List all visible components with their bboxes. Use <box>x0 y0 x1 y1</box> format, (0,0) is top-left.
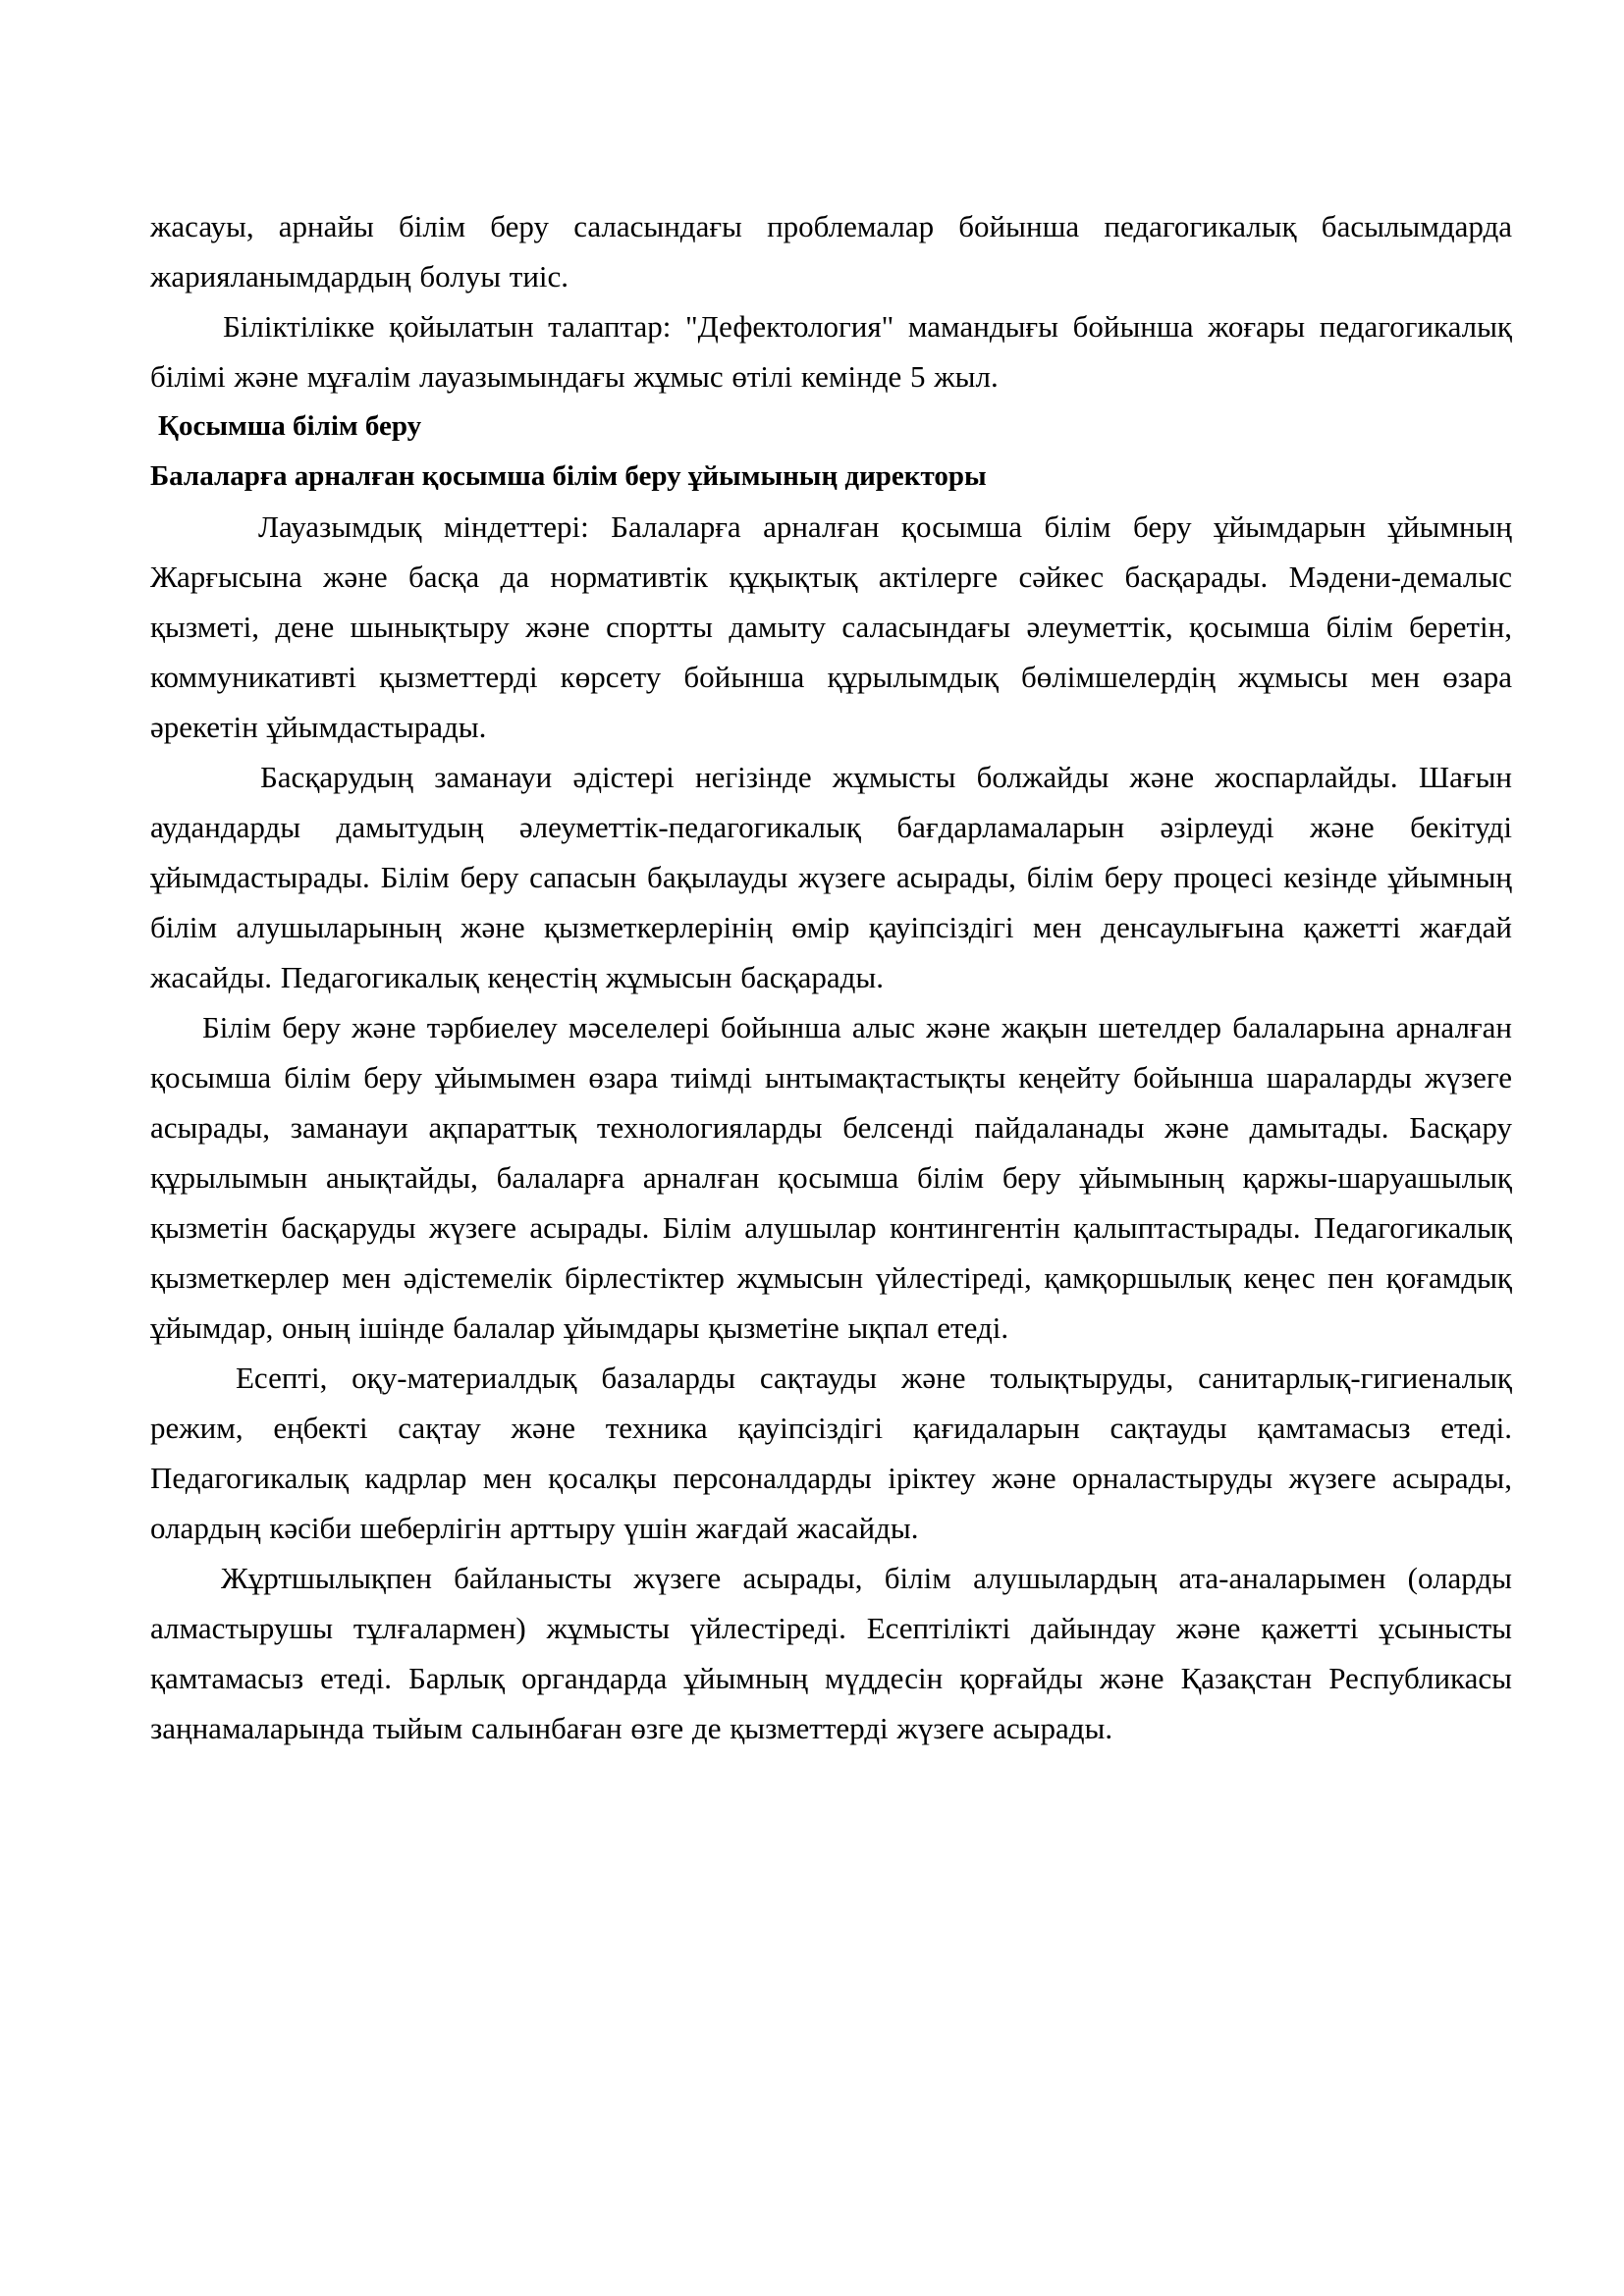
section-heading: Қосымша білім беру <box>158 410 422 442</box>
paragraph: Жұртшылықпен байланысты жүзеге асырады, білім алушылардың ата-аналарымен (оларды алмастырушы тұлғалармен) жұмысты үйлестіреді. Есептілікті дайындау және қажетті ұсынысты қамтамасыз етеді. Барлық органдарда ұйымның мүддесін қорғайды және Қазақстан Республикасы заңнамаларында тыйым салынбаған өзге де қызметтерді жүзеге асырады. <box>150 1561 1512 1745</box>
section-heading: Балаларға арналған қосымша білім беру ұйымының директоры <box>150 460 987 492</box>
paragraph: Басқарудың заманауи әдістері негізінде жұмысты болжайды және жоспарлайды. Шағын аудандарды дамытудың әлеуметтік-педагогикалық бағдарламаларын әзірлеуді және бекітуді ұйымдастырады. Білім беру сапасын бақылауды жүзеге асырады, білім беру процесі кезінде ұйымның білім алушыларының және қызметкерлерінің өмір қауіпсіздігі мен денсаулығына қажетті жағдай жасайды. Педагогикалық кеңестің жұмысын басқарады. <box>150 760 1512 994</box>
document-body <box>150 201 1512 1753</box>
paragraph: Лауазымдық міндеттері: Балаларға арналған қосымша білім беру ұйымдарын ұйымның Жарғысына және басқа да нормативтік құқықтық актілерге сәйкес басқарады. Мәдени-демалыс қызметі, дене шынықтыру және спортты дамыту саласындағы әлеуметтік, қосымша білім беретін, коммуникативті қызметтерді көрсету бойынша құрылымдық бөлімшелердің жұмысы мен өзара әрекетін ұйымдастырады. <box>150 509 1512 744</box>
paragraph: жасауы, арнайы білім беру саласындағы проблемалар бойынша педагогикалық басылымдарда жарияланымдардың болуы тиіс. <box>150 209 1512 294</box>
paragraph: Біліктілікке қойылатын талаптар: "Дефектология" мамандығы бойынша жоғары педагогикалық білімі және мұғалім лауазымындағы жұмыс өтілі кемінде 5 жыл. <box>150 309 1512 394</box>
paragraph: Білім беру және тәрбиелеу мәселелері бойынша алыс және жақын шетелдер балаларына арналған қосымша білім беру ұйымымен өзара тиімді ынтымақтастықты кеңейту бойынша шараларды жүзеге асырады, заманауи ақпараттық технологияларды белсенді пайдаланады және дамытады. Басқару құрылымын анықтайды, балаларға арналған қосымша білім беру ұйымының қаржы-шаруашылық қызметін басқаруды жүзеге асырады. Білім алушылар контингентін қалыптастырады. Педагогикалық қызметкерлер мен әдістемелік бірлестіктер жұмысын үйлестіреді, қамқоршылық кеңес пен қоғамдық ұйымдар, оның ішінде балалар ұйымдары қызметіне ықпал етеді. <box>150 1010 1512 1345</box>
paragraph: Есепті, оқу-материалдық базаларды сақтауды және толықтыруды, санитарлық-гигиеналық режим, еңбекті сақтау және техника қауіпсіздігі қағидаларын сақтауды қамтамасыз етеді. Педагогикалық кадрлар мен қосалқы персоналдарды іріктеу және орналастыруды жүзеге асырады, олардың кәсіби шеберлігін арттыру үшін жағдай жасайды. <box>150 1361 1512 1545</box>
